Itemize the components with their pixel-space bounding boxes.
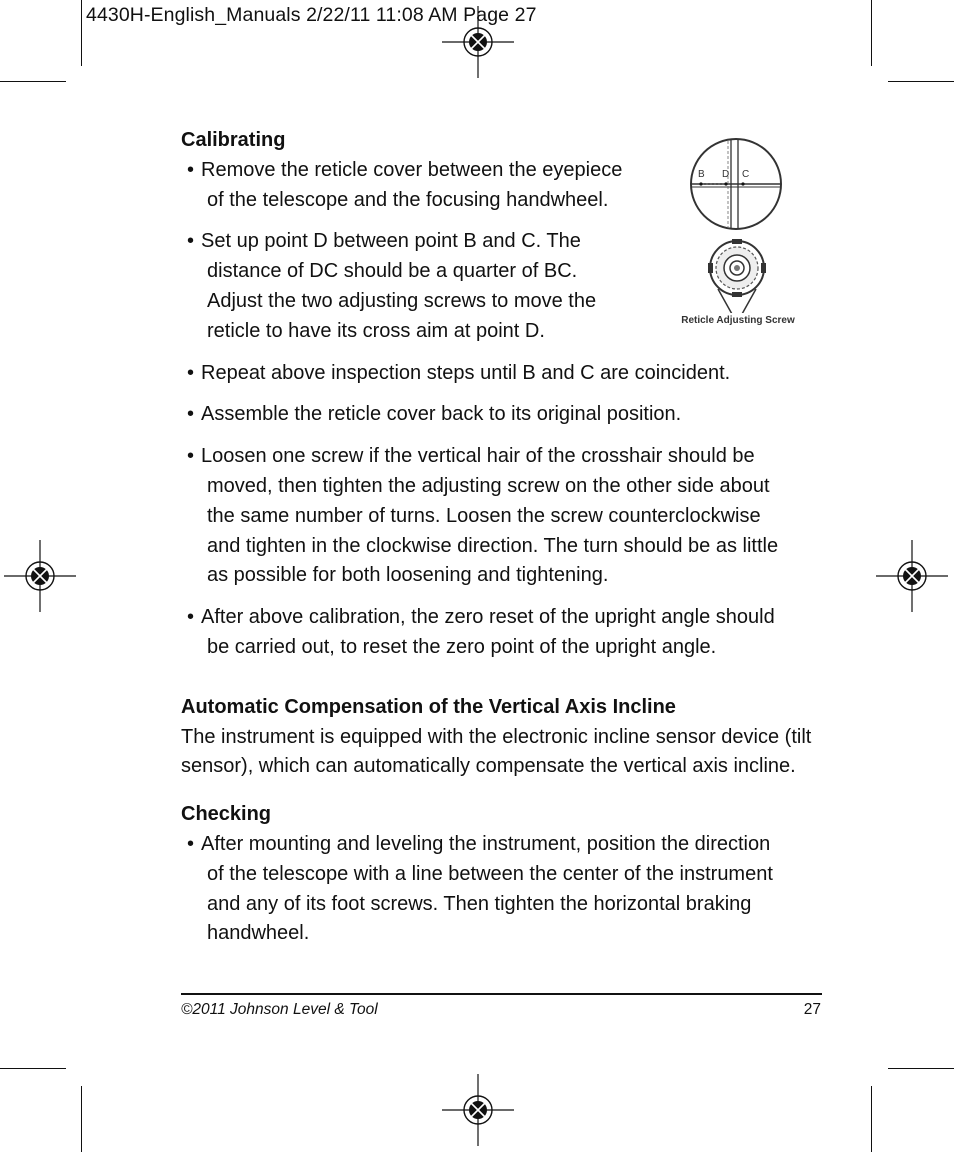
text-line: Assemble the reticle cover back to its original position. (201, 403, 682, 426)
registration-mark-top-icon (442, 6, 514, 78)
text-line: and any of its foot screws. Then tighten the horizontal braking (207, 892, 752, 915)
crop-mark-top-left-v (81, 0, 82, 66)
paragraph-compensation (181, 723, 821, 783)
bullet-icon: • (187, 158, 195, 181)
text-line: After mounting and leveling the instrument, position the direction (201, 832, 771, 855)
list-item (181, 359, 821, 389)
reticle-label-c: C (742, 169, 750, 180)
footer-copyright: ©2011 Johnson Level & Tool (181, 1001, 378, 1018)
registration-mark-left-icon (4, 540, 76, 612)
reticle-label-d: D (722, 169, 730, 180)
text-line: reticle to have its cross aim at point D. (207, 319, 545, 342)
list-item (181, 156, 821, 216)
text-line: After above calibration, the zero reset of the upright angle should (201, 606, 775, 629)
text-line: as possible for both loosening and tightening. (207, 564, 609, 587)
text-line: distance of DC should be a quarter of BC. (207, 260, 578, 283)
text-line: Set up point D between point B and C. The (201, 230, 581, 253)
text-line: of the telescope and the focusing handwheel. (207, 188, 609, 211)
crop-mark-top-right-v (871, 0, 872, 66)
registration-mark-bottom-icon (442, 1074, 514, 1146)
heading-calibrating: Calibrating (181, 129, 286, 151)
text-line: be carried out, to reset the zero point of the upright angle. (207, 635, 717, 658)
bullet-icon: • (187, 230, 195, 253)
reticle-label-b: B (698, 169, 705, 180)
crop-mark-bottom-right-h (888, 1068, 954, 1069)
text-line: of the telescope with a line between the center of the instrument (207, 862, 773, 885)
heading-automatic-compensation: Automatic Compensation of the Vertical Axis Incline (181, 695, 676, 718)
list-item (181, 227, 821, 346)
text-line: sensor), which can automatically compensate the vertical axis incline. (181, 755, 796, 778)
list-item (181, 830, 821, 949)
page-content (181, 126, 821, 949)
text-line: Remove the reticle cover between the eyepiece (201, 158, 623, 181)
text-line: the same number of turns. Loosen the screw counterclockwise (207, 504, 761, 527)
heading-checking: Checking (181, 803, 272, 826)
crop-mark-bottom-left-h (0, 1068, 66, 1069)
page-number: 27 (803, 1001, 821, 1018)
text-line: Repeat above inspection steps until B and C are coincident. (201, 361, 731, 384)
text-line: and tighten in the clockwise direction. The turn should be as little (207, 534, 779, 557)
text-line: handwheel. (207, 922, 310, 945)
text-line: The instrument is equipped with the electronic incline sensor device (tilt (181, 725, 812, 748)
bullet-icon: • (187, 445, 195, 468)
bullet-icon: • (187, 403, 195, 426)
text-line: Loosen one screw if the vertical hair of the crosshair should be (201, 445, 755, 468)
registration-mark-right-icon (876, 540, 948, 612)
bullet-icon: • (187, 361, 195, 384)
list-item (181, 400, 821, 430)
crop-mark-top-left-h (0, 81, 66, 82)
footer-rule (181, 993, 822, 995)
bullet-icon: • (187, 606, 195, 629)
list-item (181, 442, 821, 591)
crop-mark-bottom-left-v (81, 1086, 82, 1152)
text-line: moved, then tighten the adjusting screw on the other side about (207, 474, 770, 497)
figure-caption: Reticle Adjusting Screw (681, 315, 795, 326)
bullet-icon: • (187, 832, 195, 855)
list-item (181, 603, 821, 663)
crop-mark-top-right-h (888, 81, 954, 82)
crop-mark-bottom-right-v (871, 1086, 872, 1152)
print-slug: 4430H-English_Manuals 2/22/11 11:08 AM Page 27 (86, 4, 537, 26)
text-line: Adjust the two adjusting screws to move the (207, 289, 597, 312)
